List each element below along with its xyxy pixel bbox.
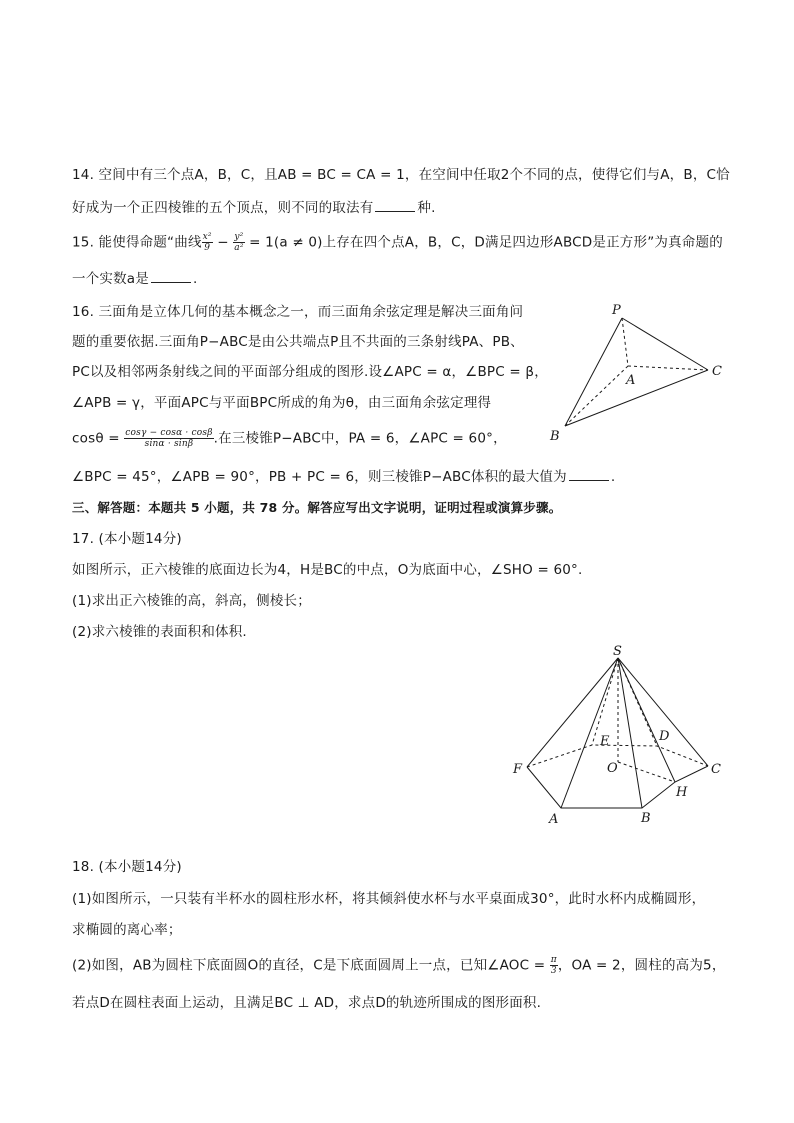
- edge-AC: [628, 366, 708, 370]
- q16-text-c: ∠BPC = 45°，∠APB = 90°，PB + PC = 6，则三棱锥P−ABC体积的最大值为: [72, 469, 567, 485]
- q18-head: 18. (本小题14分): [72, 859, 182, 875]
- q16-line1: 16. 三面角是立体几何的基本概念之一，而三面角余弦定理是解决三面角问: [72, 304, 524, 320]
- label-D: D: [659, 729, 670, 744]
- label-P: P: [612, 303, 621, 318]
- q16-fraction: [124, 428, 213, 449]
- q15-frac2-num: y²: [234, 232, 244, 242]
- q18-text-b: ，OA = 2，圆柱的高为5，: [557, 957, 726, 974]
- q16-text-d: .: [610, 469, 616, 485]
- q16-text-b: .在三棱锥P−ABC中，PA = 6，∠APC = 60°，: [213, 430, 507, 447]
- label-O: O: [607, 761, 618, 776]
- q15-frac1-den: 9: [204, 243, 211, 253]
- edge-OH: [618, 762, 675, 782]
- q17-line1: 如图所示，正六棱锥的底面边长为4，H是BC的中点，O为底面中心，∠SHO = 60°.: [72, 562, 583, 578]
- q17-figure: [505, 640, 745, 830]
- q16-line6: [72, 466, 615, 487]
- q16-cos-label: cosθ =: [72, 430, 125, 447]
- edge-PA: [622, 318, 628, 366]
- label-B: B: [550, 429, 560, 444]
- q15-line2: [72, 268, 197, 289]
- q16-line3: PC以及相邻两条射线之间的平面部分组成的图形.设∠APC = α，∠BPC = β，: [72, 364, 548, 380]
- q18-line1: (1)如图所示，一只装有半杯水的圆柱形水杯，将其倾斜使水杯与水平桌面成30°，此时水杯内成椭圆形，: [72, 891, 706, 907]
- label-A: A: [626, 373, 636, 388]
- label-A2: A: [549, 812, 559, 827]
- q16-line2: 题的重要依据.三面角P−ABC是由公共端点P且不共面的三条射线PA、PB、: [72, 334, 524, 350]
- q14-answer-blank[interactable]: [375, 197, 415, 212]
- edge-SA: [561, 658, 618, 808]
- edge-SD: [618, 658, 657, 746]
- q14-line1: 14. 空间中有三个点A，B，C，且AB = BC = CA = 1，在空间中任取2个不同的点，使得它们与A，B，C恰: [72, 167, 730, 183]
- edge-SE: [592, 658, 618, 745]
- edge-SB: [618, 658, 642, 808]
- edge-PB: [565, 318, 622, 426]
- q15-frac2-den: a²: [234, 243, 244, 253]
- q14-text-a: 好成为一个正四棱锥的五个顶点，则不同的取法有: [72, 200, 374, 216]
- q18-line4: 若点D在圆柱表面上运动，且满足BC ⊥ AD，求点D的轨迹所围成的图形面积.: [72, 995, 542, 1011]
- section-3-heading: 三、解答题：本题共 5 小题，共 78 分。解答应写出文字说明，证明过程或演算步骤。: [72, 500, 562, 515]
- edge-SF: [527, 658, 618, 767]
- q17-part2: (2)求六棱锥的表面积和体积.: [72, 624, 247, 640]
- q15-fraction-y: [233, 232, 244, 253]
- q18-line2: 求椭圆的离心率；: [72, 922, 182, 938]
- q16-answer-blank[interactable]: [569, 466, 609, 481]
- q18-line3: [72, 955, 726, 976]
- q16-frac-den: sinα · sinβ: [144, 439, 194, 449]
- q14-line2: [72, 197, 436, 218]
- label-B2: B: [641, 811, 651, 826]
- label-E: E: [600, 734, 610, 749]
- edge-SC: [618, 658, 708, 766]
- label-F: F: [513, 762, 523, 777]
- q16-figure: [540, 298, 740, 448]
- q18-fraction: [550, 955, 558, 976]
- label-C: C: [712, 364, 722, 379]
- q15-minus: −: [212, 234, 234, 251]
- q17-part1: (1)求出正六棱锥的高，斜高，侧棱长；: [72, 593, 311, 609]
- q18-text-a: (2)如图，AB为圆柱下底面圆O的直径，C是下底面圆周上一点，已知∠AOC =: [72, 957, 550, 974]
- q15-line1: [72, 232, 723, 253]
- q15-fraction-x: [202, 232, 213, 253]
- q17-head: 17. (本小题14分): [72, 531, 182, 547]
- q18-frac-num: π: [550, 955, 557, 965]
- q14-text-b: 种.: [417, 200, 436, 216]
- q15-frac1-num: x²: [202, 232, 212, 242]
- q15-text-c: 一个实数a是: [72, 271, 149, 287]
- q15-text-a: 15. 能使得命题“曲线: [72, 234, 202, 251]
- q15-text-d: .: [192, 271, 198, 287]
- q18-frac-den: 3: [550, 966, 557, 976]
- label-C2: C: [711, 762, 721, 777]
- q15-answer-blank[interactable]: [151, 268, 191, 283]
- edge-AB: [565, 366, 628, 426]
- q16-line5: [72, 428, 507, 449]
- edge-PC: [622, 318, 708, 370]
- label-S: S: [613, 644, 622, 659]
- edge-BC: [565, 370, 708, 426]
- q15-text-b: = 1(a ≠ 0)上存在四个点A，B，C，D满足四边形ABCD是正方形”为真命题的: [244, 234, 723, 251]
- q16-line4: ∠APB = γ，平面APC与平面BPC所成的角为θ，由三面角余弦定理得: [72, 395, 492, 411]
- q16-frac-num: cosγ − cosα · cosβ: [125, 428, 213, 438]
- label-H: H: [676, 785, 688, 800]
